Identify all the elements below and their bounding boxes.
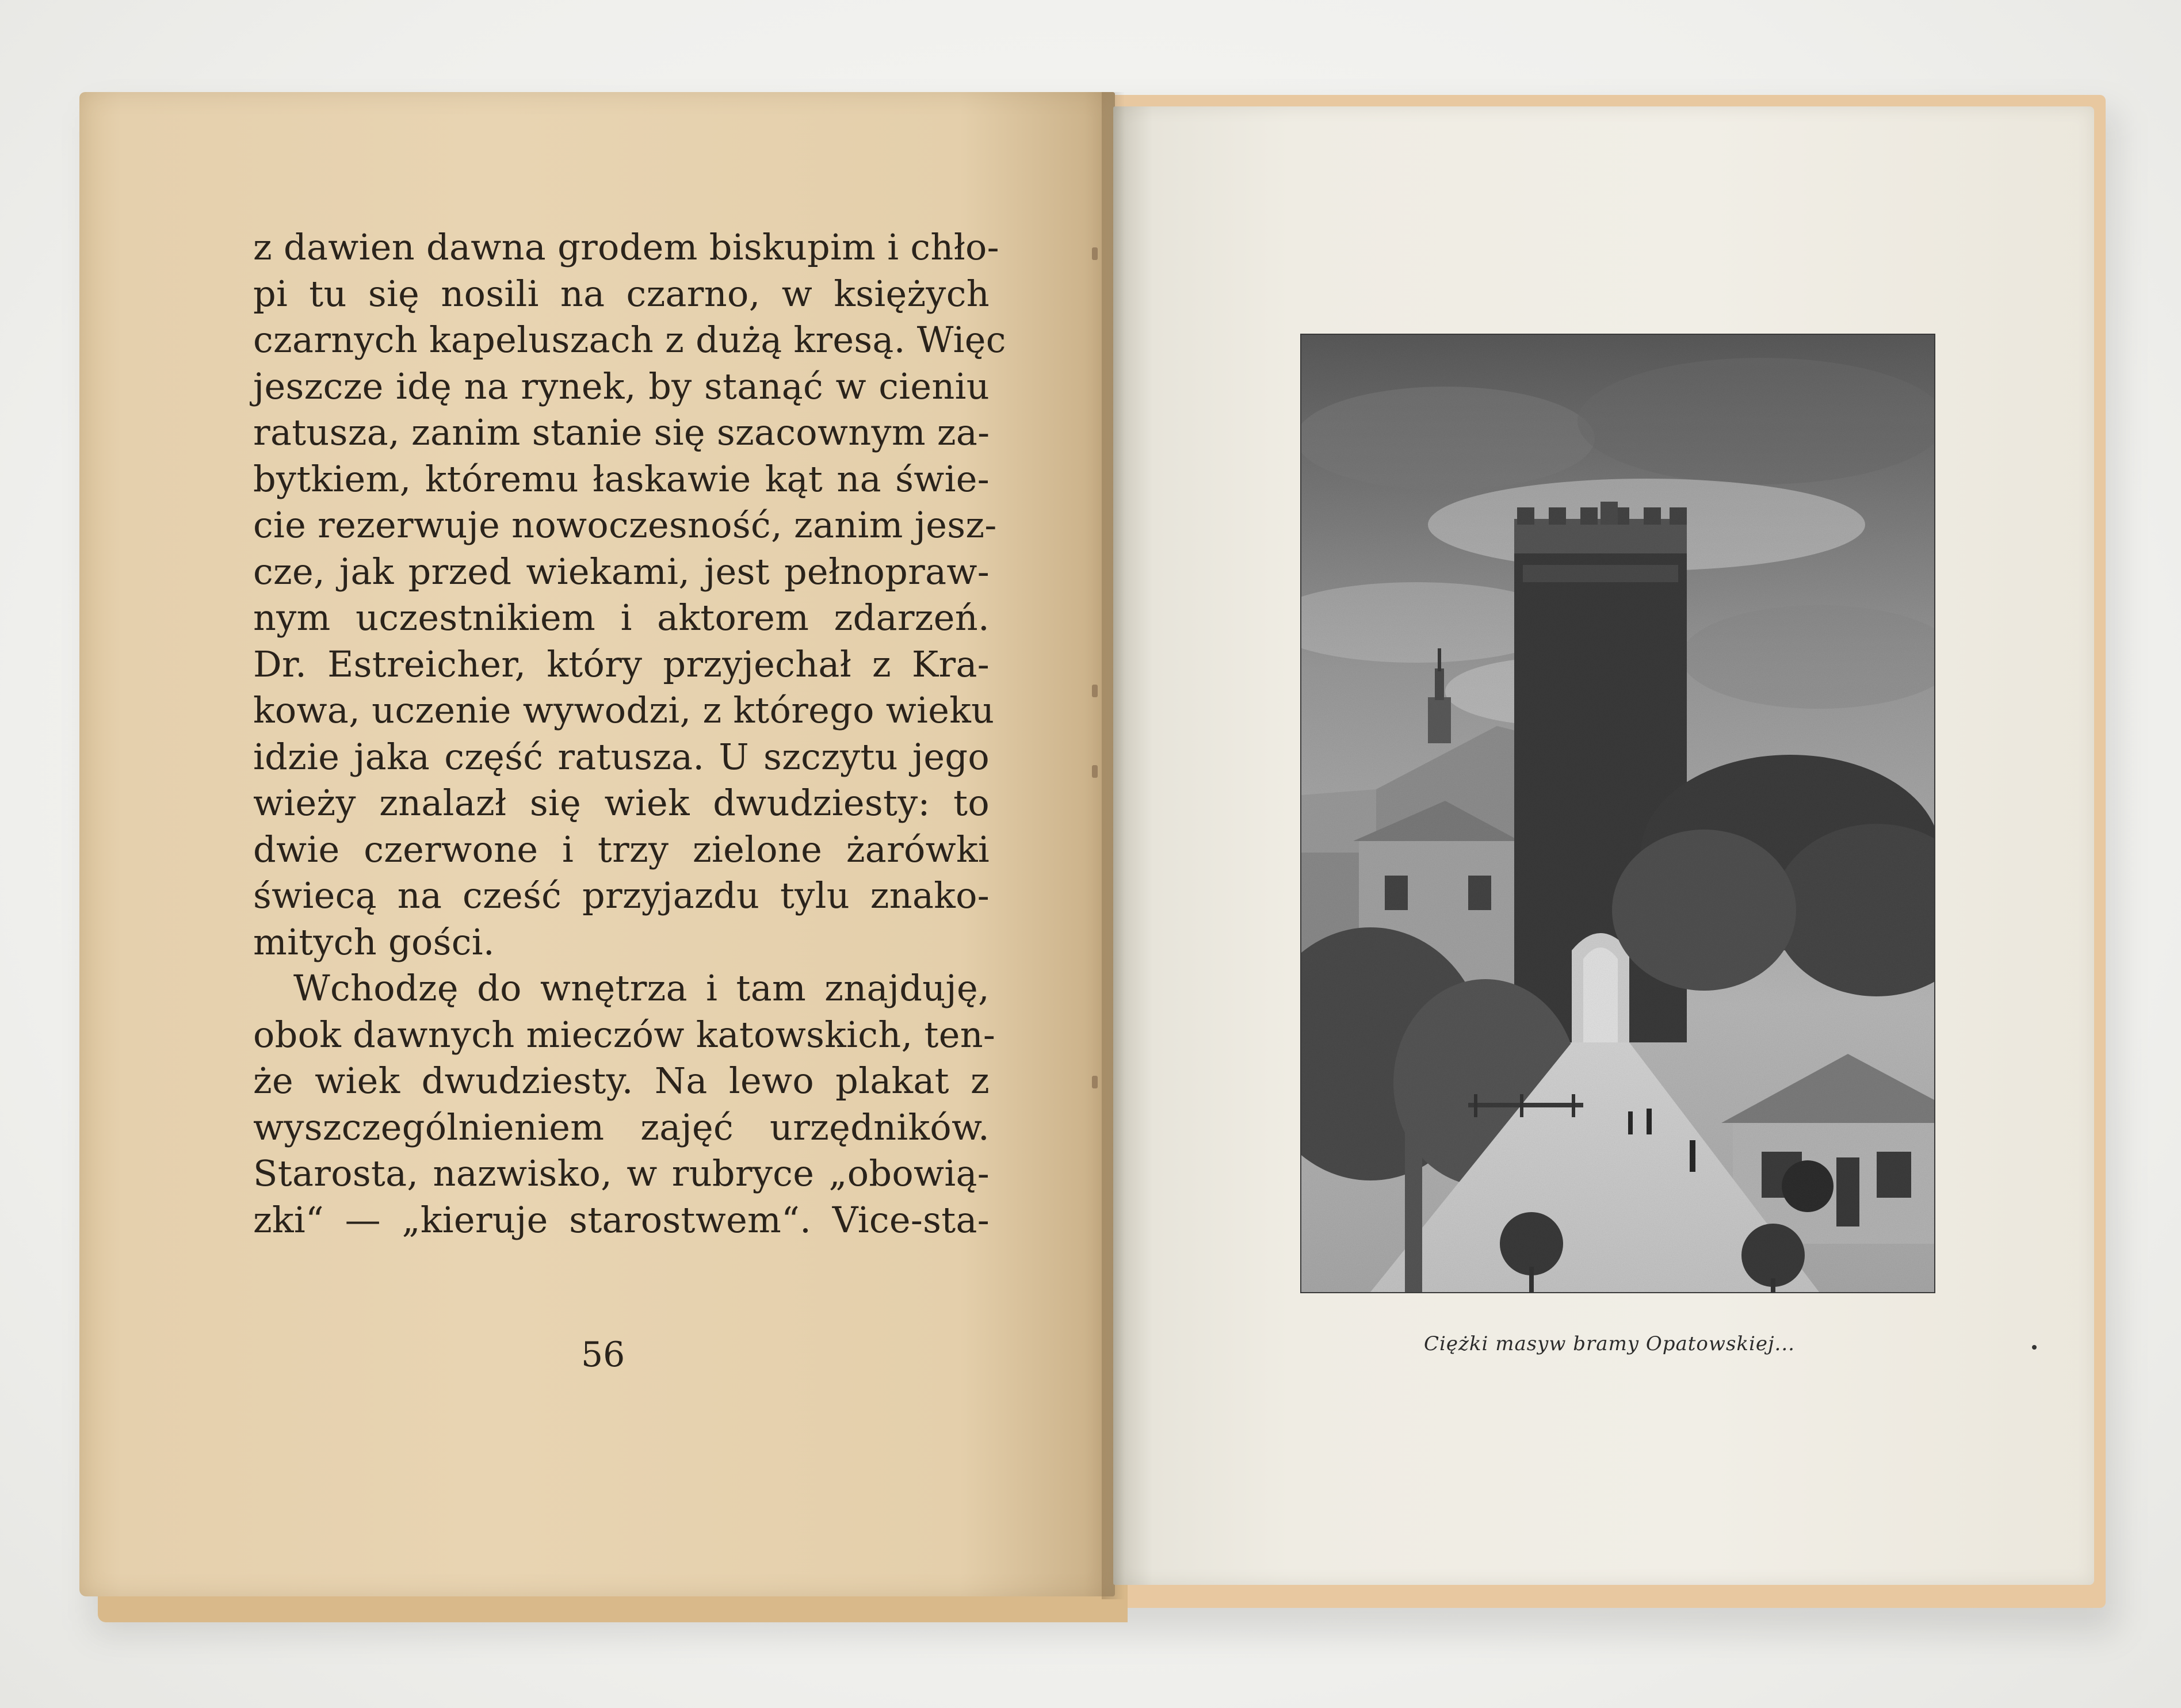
text-line: cie rezerwuje nowoczesność, zanim jesz-	[253, 504, 997, 546]
text-line: Starosta, nazwisko, w rubryce „obowią-	[253, 1152, 990, 1194]
text-line: mitych gości.	[253, 920, 495, 963]
text-line: pi tu się nosili na czarno, w księżych	[253, 272, 990, 315]
text-line: zki“ — „kieruje starostwem“. Vice-sta-	[253, 1198, 990, 1241]
photo-caption: Ciężki masyw bramy Opatowskiej...	[1424, 1332, 1795, 1355]
text-line: czarnych kapeluszach z dużą kresą. Więc	[253, 319, 1006, 361]
text-line: cze, jak przed wiekami, jest pełnopraw-	[253, 550, 990, 593]
text-line: świecą na cześć przyjazdu tylu znako-	[253, 874, 990, 916]
text-line: bytkiem, któremu łaskawie kąt na świe-	[253, 457, 990, 500]
left-page-text	[253, 224, 1006, 1243]
binding-stitch	[1092, 765, 1098, 778]
binding-stitch	[1092, 247, 1098, 260]
text-line: z dawien dawna grodem biskupim i chło-	[253, 226, 999, 268]
book-gutter	[1102, 92, 1125, 1599]
text-line: nym uczestnikiem i aktorem zdarzeń.	[253, 597, 990, 639]
text-line: wyszczególnieniem zajęć urzędników.	[253, 1106, 990, 1148]
page-number: 56	[581, 1335, 625, 1375]
binding-stitch	[1092, 685, 1098, 697]
text-line: ratusza, zanim stanie się szacownym za-	[253, 411, 990, 453]
halftone-photo-opatow-gate	[1301, 335, 1934, 1292]
text-line: obok dawnych mieczów katowskich, ten-	[253, 1013, 996, 1056]
text-line: Dr. Estreicher, który przyjechał z Kra-	[253, 643, 990, 685]
text-line: kowa, uczenie wywodzi, z którego wieku	[253, 689, 995, 731]
text-line: jeszcze idę na rynek, by stanąć w cieniu	[253, 365, 990, 407]
printer-mark	[2032, 1345, 2037, 1350]
text-line: dwie czerwone i trzy zielone żarówki	[253, 828, 990, 870]
binding-stitch	[1092, 1076, 1098, 1088]
text-line: Wchodzę do wnętrza i tam znajduję,	[293, 967, 990, 1009]
text-line: wieży znalazł się wiek dwudziesty: to	[253, 782, 990, 824]
text-line: że wiek dwudziesty. Na lewo plakat z	[253, 1060, 990, 1102]
text-line: idzie jaka część ratusza. U szczytu jego	[253, 735, 990, 778]
